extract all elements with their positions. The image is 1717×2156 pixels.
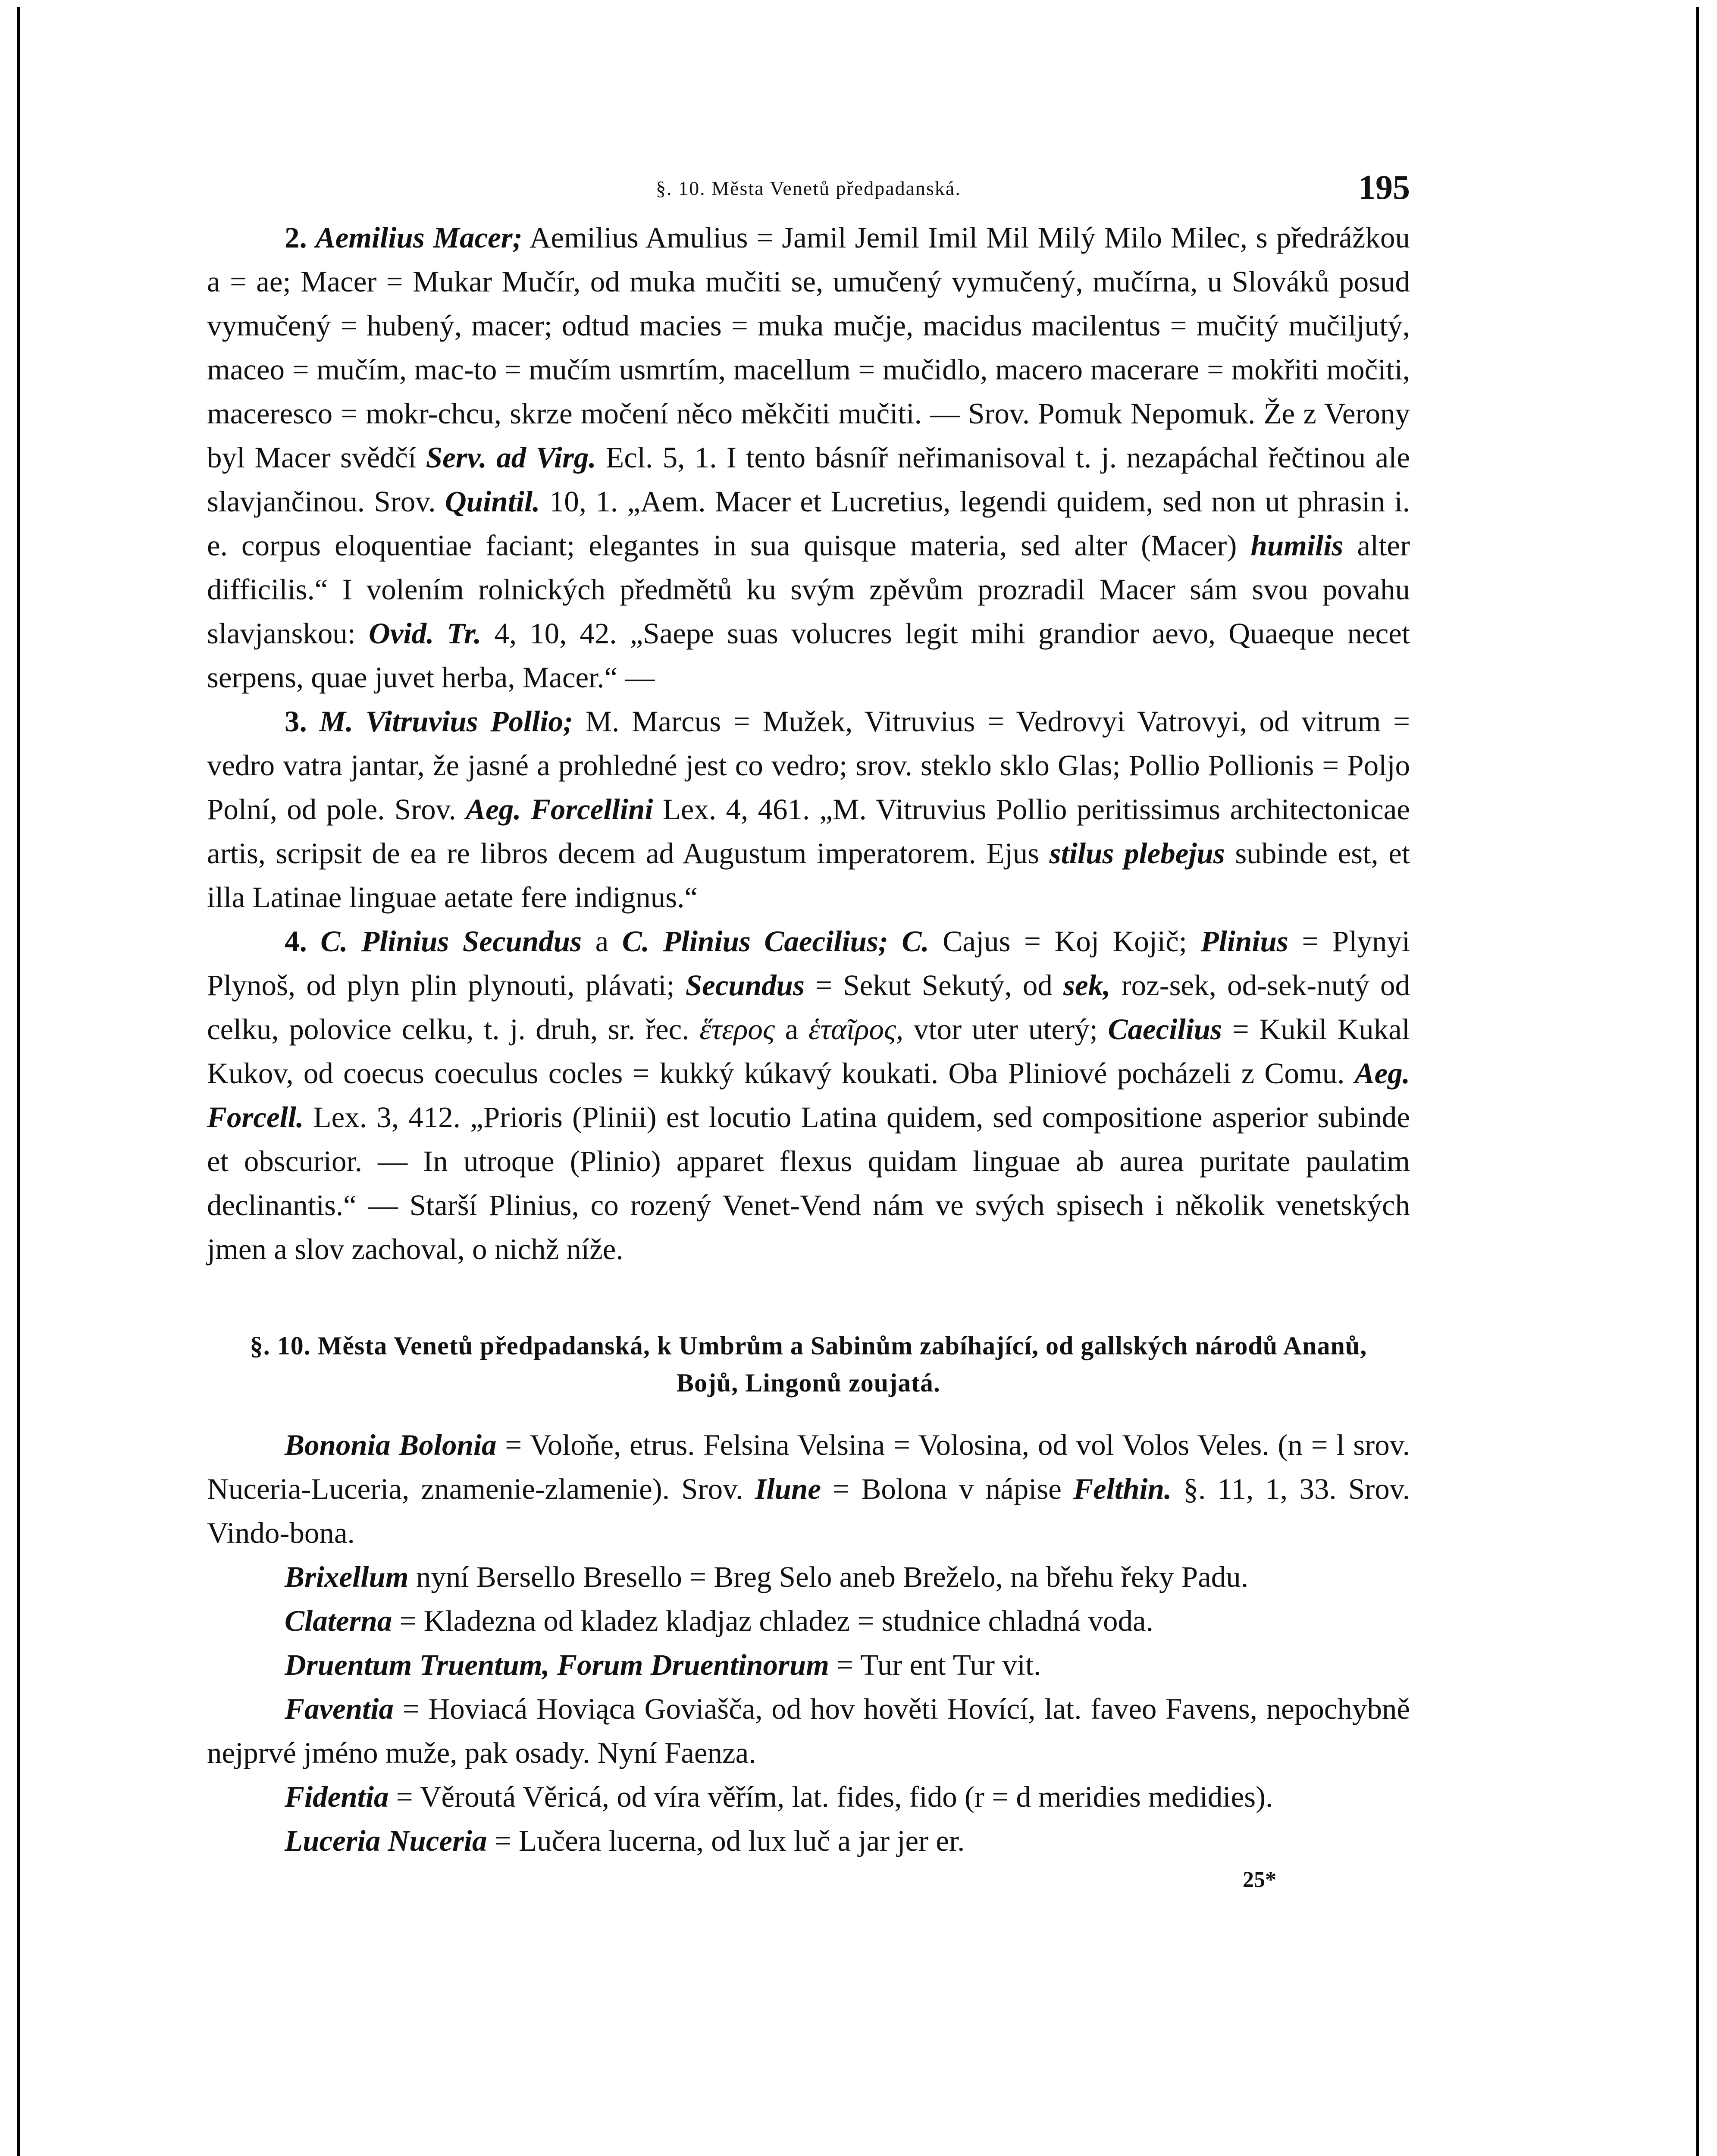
running-head <box>207 168 1410 216</box>
item-number: 2. <box>285 221 307 254</box>
paragraph-text: 4, 10, 42. „Saepe suas volucres legit mihi grandior aevo, Quaeque necet serpens, quae juvet herba, Macer.“ — <box>207 617 1410 694</box>
printer-signature: 25* <box>1243 1868 1276 1892</box>
person-name: Aemilius Macer; <box>315 221 523 254</box>
place-name: Luceria Nuceria <box>285 1824 487 1857</box>
entry-luceria <box>207 1819 1410 1863</box>
entry-faventia <box>207 1687 1410 1775</box>
place-name: Druentum Truentum, Forum Druentinorum <box>285 1648 829 1681</box>
paragraph-vitruvius-pollio <box>207 699 1410 919</box>
citation: Secundus <box>685 969 805 1002</box>
entry-text: = Tur ent Tur vit. <box>829 1648 1041 1681</box>
paragraph-text: Cajus = Koj Kojič; <box>929 925 1201 958</box>
citation: Ilune <box>755 1473 821 1505</box>
paragraph-aemilius-macer <box>207 216 1410 699</box>
paragraph-text: Lex. 4, 461. „M. Vitruvius Pollio peritissimus architectonicae artis, scripsit de ea re libros decem ad Augustum imperatorem. Ejus <box>207 793 1410 870</box>
paragraph-plinius <box>207 919 1410 1271</box>
person-name: M. Vitruvius Pollio; <box>319 705 573 738</box>
page-number: 195 <box>1358 169 1410 207</box>
item-number: 3. <box>285 705 307 738</box>
person-name: C. Plinius Secundus <box>320 925 582 958</box>
section-heading: §. 10. Města Venetů předpadanská, k Umbrům a Sabinům zabíhající, od gallských národů Ananů, Bojů, Lingonů zoujatá. <box>250 1332 1367 1397</box>
entry-text: = Kladezna od kladez kladjaz chladez = studnice chladná voda. <box>392 1604 1153 1637</box>
paragraph-text: roz-sek, od-sek-nutý od celku, polovice celku, t. j. druh, sr. řec. <box>207 969 1410 1046</box>
citation: stilus plebejus <box>1049 837 1225 870</box>
entry-text: = Hoviacá Hoviąca Goviašča, od hov hověti Hovící, lat. faveo Favens, nepochybně nejprvé jméno muže, pak osady. Nyní Faenza. <box>207 1692 1410 1769</box>
item-number: 4. <box>285 925 307 958</box>
paragraph-text: a <box>582 925 622 958</box>
citation: Plinius <box>1200 925 1288 958</box>
citation: Serv. ad Virg. <box>426 441 596 474</box>
paragraph-text: 10, 1. „Aem. Macer et Lucretius, legendi quidem, sed non ut phrasin i. e. corpus eloquentiae faciant; elegantes in sua quisque materia, sed alter (Macer) <box>207 485 1410 562</box>
greek-word: ἕτερος <box>699 1013 775 1046</box>
entry-fidentia <box>207 1775 1410 1819</box>
entry-text: = Bolona v nápise <box>821 1473 1074 1505</box>
paragraph-text: subinde est, et illa Latinae linguae aetate fere indignus.“ <box>207 837 1410 914</box>
running-title: §. 10. Města Venetů předpadanská. <box>656 177 961 199</box>
book-page <box>207 168 1410 1893</box>
paragraph-text: Lex. 3, 412. „Prioris (Plinii) est locutio Latina quidem, sed compositione asperior subinde et obscurior. — In utroque (Plinio) apparet flexus quidam linguae ab aurea puritate paulatim declinantis.“ — Starší Plinius, co rozený Venet-Vend nám ve svých spisech i několik venetských jmen a slov zachoval, o nichž níže. <box>207 1101 1410 1266</box>
entry-bononia <box>207 1423 1410 1555</box>
paragraph-text: = Kukil Kukal Kukov, od coecus coeculus cocles = kukký kúkavý koukati. Oba Pliniové pocházeli z Comu. <box>207 1013 1410 1090</box>
entry-text: = Voloňe, etrus. Felsina Velsina = Volosina, od vol Volos Veles. (n = l srov. Nuceria-Luceria, znamenie-zlamenie). Srov. <box>207 1429 1410 1505</box>
entry-text: nyní Bersello Bresello = Breg Selo aneb Breželo, na břehu řeky Padu. <box>408 1561 1248 1593</box>
paragraph-text: vtor uter uterý; <box>903 1013 1108 1046</box>
place-name: Bononia Bolonia <box>285 1429 497 1461</box>
citation: Aeg. Forcellini <box>466 793 653 826</box>
citation: Caecilius <box>1108 1013 1222 1046</box>
entry-text: §. 11, 1, 33. Srov. Vindo-bona. <box>207 1473 1410 1549</box>
paragraph-text: = Plynyi Plynoš, od plyn plin plynouti, plávati; <box>207 925 1410 1002</box>
entry-text: = Věroutá Věricá, od víra věřím, lat. fides, fido (r = d meridies medidies). <box>389 1780 1273 1813</box>
citation: Quintil. <box>445 485 540 518</box>
place-name: Claterna <box>285 1604 392 1637</box>
greek-word: ἑταῖρος, <box>808 1013 904 1046</box>
paragraph-text: = Sekut Sekutý, od <box>804 969 1064 1002</box>
citation: Ovid. Tr. <box>369 617 482 650</box>
paragraph-text: a <box>774 1013 809 1046</box>
entry-claterna <box>207 1599 1410 1643</box>
place-name: Brixellum <box>285 1561 409 1593</box>
entry-brixellum <box>207 1555 1410 1599</box>
person-name: C. Plinius Caecilius; C. <box>622 925 929 958</box>
paragraph-text: M. Marcus = Mužek, Vitruvius = Vedrovyi Vatrovyi, od vitrum = vedro vatra jantar, že jasné a prohledné jest co vedro; srov. steklo sklo Glas; Pollio Pollionis = Poljo Polní, od pole. Srov. <box>207 705 1410 826</box>
paragraph-text: Ecl. 5, 1. I tento básníř neřimanisoval t. j. nezapáchal řečtinou ale slavjančinou. Srov. <box>207 441 1410 518</box>
citation: sek, <box>1063 969 1111 1002</box>
entry-text: = Lučera lucerna, od lux luč a jar jer er. <box>487 1824 965 1857</box>
paragraph-text: alter difficilis.“ I volením rolnických předmětů ku svým zpěvům prozradil Macer sám svou povahu slavjanskou: <box>207 529 1410 650</box>
paragraph-text: Aemilius Amulius = Jamil Jemil Imil Mil Milý Milo Milec, s předrážkou a = ae; Macer = Mukar Mučír, od muka mučiti se, umučený vymučený, mučírna, u Slováků posud vymučený = hubený, macer; odtud macies = muka mučje, macidus macilentus = mučitý mučiljutý, maceo = mučím, mac-to = mučím usmrtím, macellum = mučidlo, macero macerare = mokřiti močiti, maceresco = mokr-chcu, skrze močení něco měkčiti mučiti. — Srov. Pomuk Nepomuk. Že z Verony byl Macer svědčí <box>207 221 1410 474</box>
entry-druentum <box>207 1643 1410 1687</box>
citation: humilis <box>1250 529 1344 562</box>
place-name: Faventia <box>285 1692 394 1725</box>
citation: Felthin. <box>1073 1473 1172 1505</box>
place-name: Fidentia <box>285 1780 389 1813</box>
citation: Aeg. Forcell. <box>207 1057 1410 1134</box>
